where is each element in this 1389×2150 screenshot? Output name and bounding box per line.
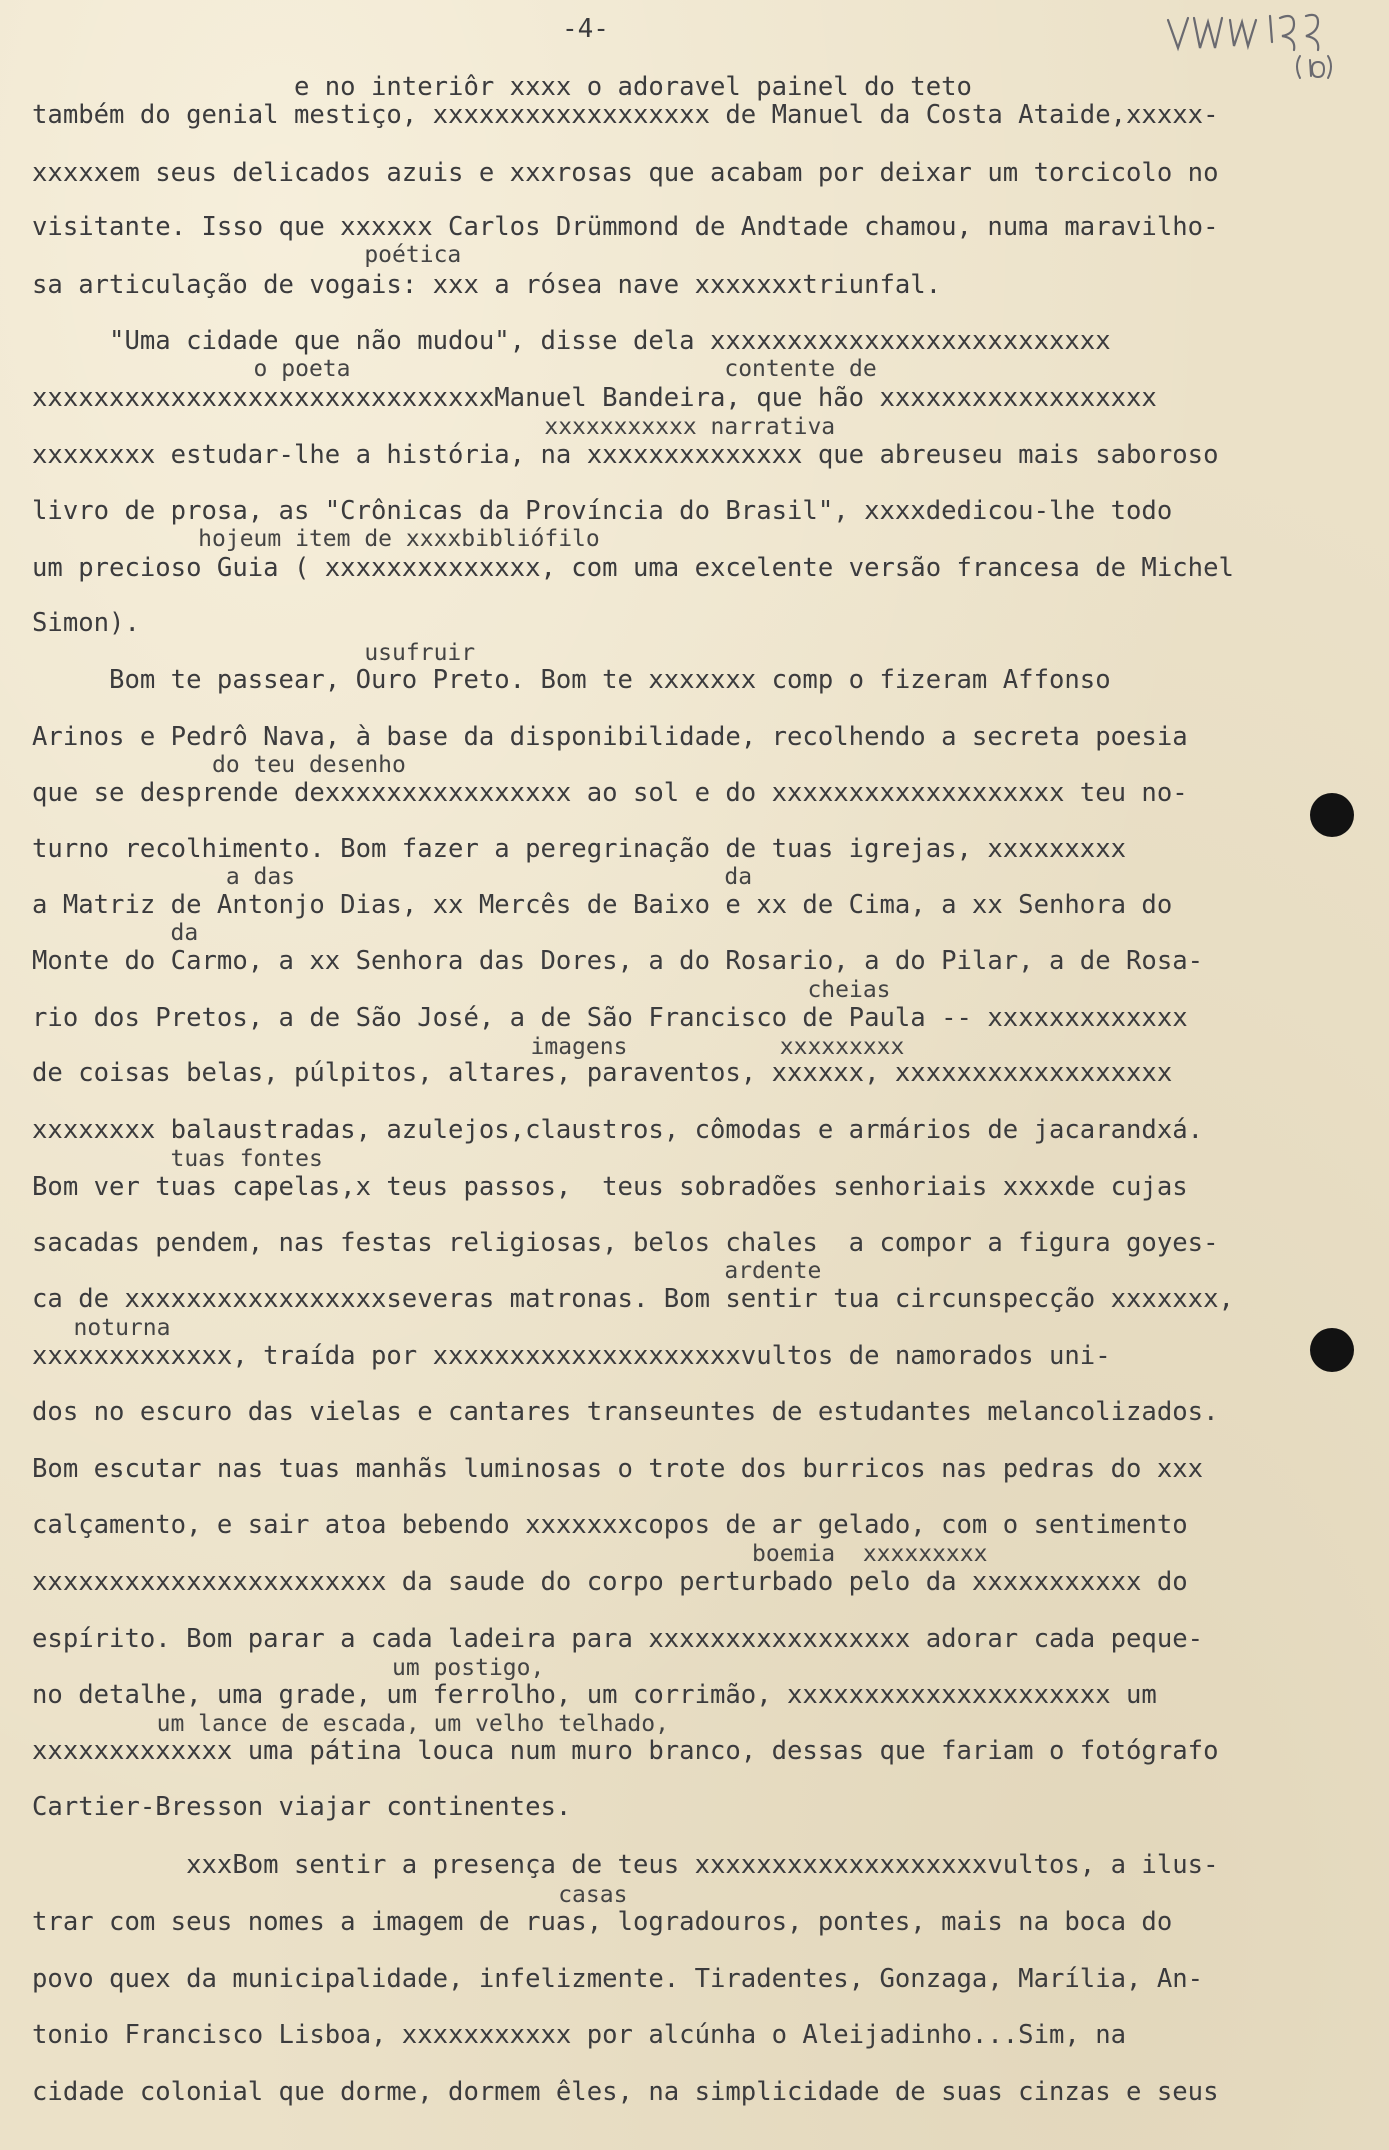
- text-line: xxxxxxxxxxxxxxxxxxxxxxxxxxxxxxManuel Bandeira, que hão xxxxxxxxxxxxxxxxxx: [32, 383, 1157, 413]
- text-insertion: noturna: [32, 1315, 171, 1341]
- text-line: Simon).: [32, 608, 140, 638]
- text-line: xxxxxxxxxxxxx, traída por xxxxxxxxxxxxxxxxxxxxvultos de namorados uni-: [32, 1341, 1111, 1371]
- text-line: dos no escuro das vielas e cantares transeuntes de estudantes melancolizados.: [32, 1397, 1219, 1427]
- text-insertion: a das da: [32, 864, 753, 890]
- text-line: rio dos Pretos, a de São José, a de São Francisco de Paula -- xxxxxxxxxxxxx: [32, 1003, 1188, 1033]
- text-line: livro de prosa, as "Crônicas da Província do Brasil", xxxxdedicou-lhe todo: [32, 496, 1173, 526]
- text-line: que se desprende dexxxxxxxxxxxxxxxx ao sol e do xxxxxxxxxxxxxxxxxxx teu no-: [32, 778, 1188, 808]
- text-line: tonio Francisco Lisboa, xxxxxxxxxxx por alcúnha o Aleijadinho...Sim, na: [32, 2020, 1127, 2050]
- text-insertion: tuas fontes: [32, 1146, 323, 1172]
- text-line: espírito. Bom parar a cada ladeira para xxxxxxxxxxxxxxxxx adorar cada peque-: [32, 1624, 1204, 1654]
- text-line: um precioso Guia ( xxxxxxxxxxxxxx, com uma excelente versão francesa de Michel: [32, 553, 1234, 583]
- text-line: Monte do Carmo, a xx Senhora das Dores, a do Rosario, a do Pilar, a de Rosa-: [32, 946, 1204, 976]
- text-insertion: do teu desenho: [32, 752, 406, 778]
- text-line: xxxxxxxxxxxxx uma pátina louca num muro branco, dessas que fariam o fotógrafo: [32, 1736, 1219, 1766]
- text-line: sacadas pendem, nas festas religiosas, belos chales a compor a figura goyes-: [32, 1228, 1219, 1258]
- text-insertion: poética: [32, 242, 462, 268]
- text-line: xxxxxxxxxxxxxxxxxxxxxxx da saude do corpo perturbado pelo da xxxxxxxxxxx do: [32, 1567, 1188, 1597]
- text-line: cidade colonial que dorme, dormem êles, na simplicidade de suas cinzas e seus: [32, 2077, 1219, 2107]
- text-insertion: um postigo,: [32, 1655, 545, 1681]
- text-line: e no interiôr xxxx o adoravel painel do teto: [32, 72, 972, 102]
- text-line: no detalhe, uma grade, um ferrolho, um corrimão, xxxxxxxxxxxxxxxxxxxxx um: [32, 1680, 1157, 1710]
- text-line: ca de xxxxxxxxxxxxxxxxxseveras matronas. Bom sentir tua circunspecção xxxxxxx,: [32, 1284, 1234, 1314]
- text-line: Bom escutar nas tuas manhãs luminosas o trote dos burricos nas pedras do xxx: [32, 1454, 1204, 1484]
- text-line: turno recolhimento. Bom fazer a peregrinação de tuas igrejas, xxxxxxxxx: [32, 834, 1127, 864]
- punch-hole-bottom: [1310, 1328, 1354, 1372]
- text-line: "Uma cidade que não mudou", disse dela xxxxxxxxxxxxxxxxxxxxxxxxxx: [32, 326, 1111, 356]
- text-insertion: da: [32, 920, 199, 946]
- text-insertion: cheias: [32, 977, 891, 1003]
- text-insertion: imagens xxxxxxxxx: [32, 1034, 905, 1060]
- text-line: trar com seus nomes a imagem de ruas, logradouros, pontes, mais na boca do: [32, 1907, 1173, 1937]
- text-line: visitante. Isso que xxxxxx Carlos Drümmond de Andtade chamou, numa maravilho-: [32, 212, 1219, 242]
- text-line: de coisas belas, púlpitos, altares, paraventos, xxxxxx, xxxxxxxxxxxxxxxxxx: [32, 1058, 1173, 1088]
- text-insertion: usufruir: [32, 640, 476, 666]
- text-line: xxxxxxxx balaustradas, azulejos,claustros, cômodas e armários de jacarandxá.: [32, 1115, 1204, 1145]
- text-line: xxxBom sentir a presença de teus xxxxxxxxxxxxxxxxxxxvultos, a ilus-: [32, 1850, 1219, 1880]
- text-line: xxxxxxxx estudar-lhe a história, na xxxxxxxxxxxxxx que abreuseu mais saboroso: [32, 440, 1219, 470]
- page-number: -4-: [562, 14, 609, 44]
- text-insertion: boemia xxxxxxxxx: [32, 1541, 988, 1567]
- text-insertion: o poeta contente de: [32, 356, 877, 382]
- text-line: Arinos e Pedrô Nava, à base da disponibilidade, recolhendo a secreta poesia: [32, 722, 1188, 752]
- text-insertion: um lance de escada, um velho telhado,: [32, 1711, 669, 1737]
- text-insertion: casas: [32, 1882, 628, 1908]
- text-insertion: xxxxxxxxxxx narrativa: [32, 414, 836, 440]
- text-insertion: ardente: [32, 1258, 822, 1284]
- text-line: xxxxxem seus delicados azuis e xxxrosas que acabam por deixar um torcicolo no: [32, 158, 1219, 188]
- text-line: povo quex da municipalidade, infelizmente. Tiradentes, Gonzaga, Marília, An-: [32, 1964, 1204, 1994]
- text-line: a Matriz de Antonjo Dias, xx Mercês de Baixo e xx de Cima, a xx Senhora do: [32, 890, 1173, 920]
- text-line: também do genial mestiço, xxxxxxxxxxxxxxxxxx de Manuel da Costa Ataide,xxxxx-: [32, 100, 1219, 130]
- handwritten-archive-note: [1160, 8, 1350, 98]
- punch-hole-top: [1310, 793, 1354, 837]
- text-line: sa articulação de vogais: xxx a rósea nave xxxxxxxtriunfal.: [32, 270, 942, 300]
- text-line: Cartier-Bresson viajar continentes.: [32, 1792, 572, 1822]
- text-insertion: hojeum item de xxxxbibliófilo: [32, 526, 600, 552]
- text-line: calçamento, e sair atoa bebendo xxxxxxxcopos de ar gelado, com o sentimento: [32, 1510, 1188, 1540]
- text-line: Bom ver tuas capelas,x teus passos, teus sobradões senhoriais xxxxde cujas: [32, 1172, 1188, 1202]
- text-line: Bom te passear, Ouro Preto. Bom te xxxxxxx comp o fizeram Affonso: [32, 665, 1111, 695]
